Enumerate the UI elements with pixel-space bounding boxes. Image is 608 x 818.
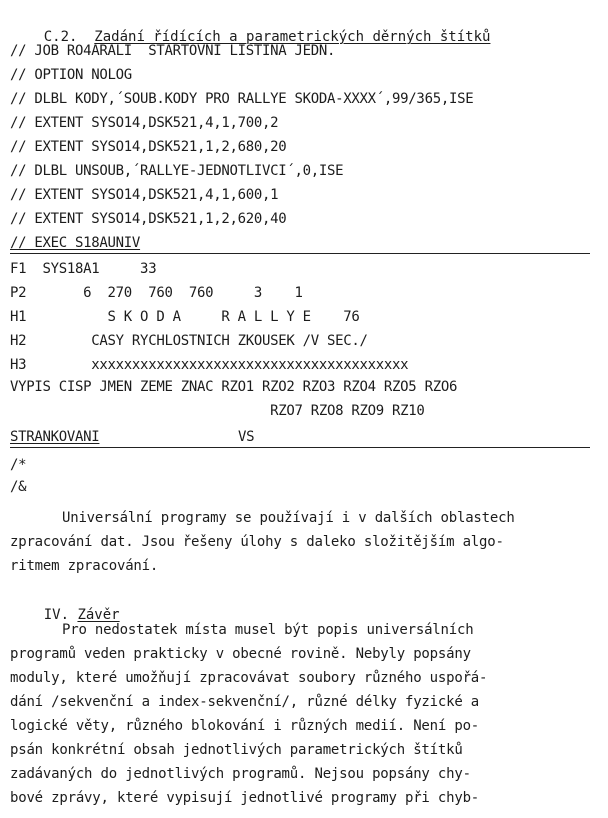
paragraph-line: zadávaných do jednotlivých programů. Nejsou popsány chy- bbox=[10, 766, 471, 782]
param-line: P2 6 270 760 760 3 1 bbox=[10, 285, 303, 301]
paging-value: VS bbox=[238, 429, 255, 445]
param-line: H2 CASY RYCHLOSTNICH ZKOUSEK /V SEC./ bbox=[10, 333, 368, 349]
paragraph-line: moduly, které umožňují zpracovávat soubory různého uspořá- bbox=[10, 670, 488, 686]
paragraph bbox=[10, 506, 600, 578]
conclusion-number: IV. bbox=[43, 607, 70, 623]
section-title: Zadání řídících a parametrických děrných štítků bbox=[94, 29, 491, 45]
end-marker: /* bbox=[10, 457, 27, 473]
paragraph-line: ritmem zpracování. bbox=[10, 558, 159, 574]
paging-label: STRANKOVANI bbox=[10, 429, 100, 445]
paragraph bbox=[10, 618, 600, 810]
param-line: H1 S K O D A R A L L Y E 76 bbox=[10, 309, 360, 325]
paragraph-line: Universální programy se používají i v dalších oblastech bbox=[62, 510, 515, 526]
code-line: // EXTENT SYSO14,DSK521,1,2,620,40 bbox=[10, 211, 287, 227]
paragraph-line: psán konkrétní obsah jednotlivých parametrických štítků bbox=[10, 742, 463, 758]
code-line: // DLBL UNSOUB,´RALLYE-JEDNOTLIVCI´,0,ISE bbox=[10, 163, 344, 179]
paragraph-line: logické věty, různého blokování i různých medií. Není po- bbox=[10, 718, 480, 734]
paging-rule bbox=[10, 447, 590, 448]
param-line: F1 SYS18A1 33 bbox=[10, 261, 157, 277]
paragraph-line: zpracování dat. Jsou řešeny úlohy s daleko složitějším algo- bbox=[10, 534, 504, 550]
code-line: // DLBL KODY,´SOUB.KODY PRO RALLYE SKODA-XXXX´,99/365,ISE bbox=[10, 91, 474, 107]
end-marker: /& bbox=[10, 479, 27, 495]
param-line: H3 xxxxxxxxxxxxxxxxxxxxxxxxxxxxxxxxxxxxxxx bbox=[10, 357, 409, 373]
paragraph-line: programů veden prakticky v obecné rovině. Nebyly popsány bbox=[10, 646, 471, 662]
paragraph-line: Pro nedostatek místa musel být popis universálních bbox=[62, 622, 474, 638]
param-line: VYPIS CISP JMEN ZEME ZNAC RZO1 RZO2 RZO3 RZO4 RZO5 RZO6 bbox=[10, 379, 458, 395]
conclusion-title: Závěr bbox=[77, 607, 120, 623]
exec-rule bbox=[10, 253, 590, 254]
exec-line: // EXEC S18AUNIV bbox=[10, 235, 141, 251]
code-line: // EXTENT SYSO14,DSK521,1,2,680,20 bbox=[10, 139, 287, 155]
code-line: // EXTENT SYSO14,DSK521,4,1,700,2 bbox=[10, 115, 279, 131]
paragraph-line: bové zprávy, které vypisují jednotlivé programy při chyb- bbox=[10, 790, 480, 806]
param-line: RZO7 RZO8 RZO9 RZ10 bbox=[10, 403, 425, 419]
code-line: // JOB RO4ARALI STARTOVNI LISTINA JEDN. bbox=[10, 43, 336, 59]
code-line: // OPTION NOLOG bbox=[10, 67, 132, 83]
paragraph-line: dání /sekvenční a index-sekvenční/, různé délky fyzické a bbox=[10, 694, 480, 710]
code-line: // EXTENT SYSO14,DSK521,4,1,600,1 bbox=[10, 187, 279, 203]
section-number: C.2. bbox=[43, 29, 78, 45]
